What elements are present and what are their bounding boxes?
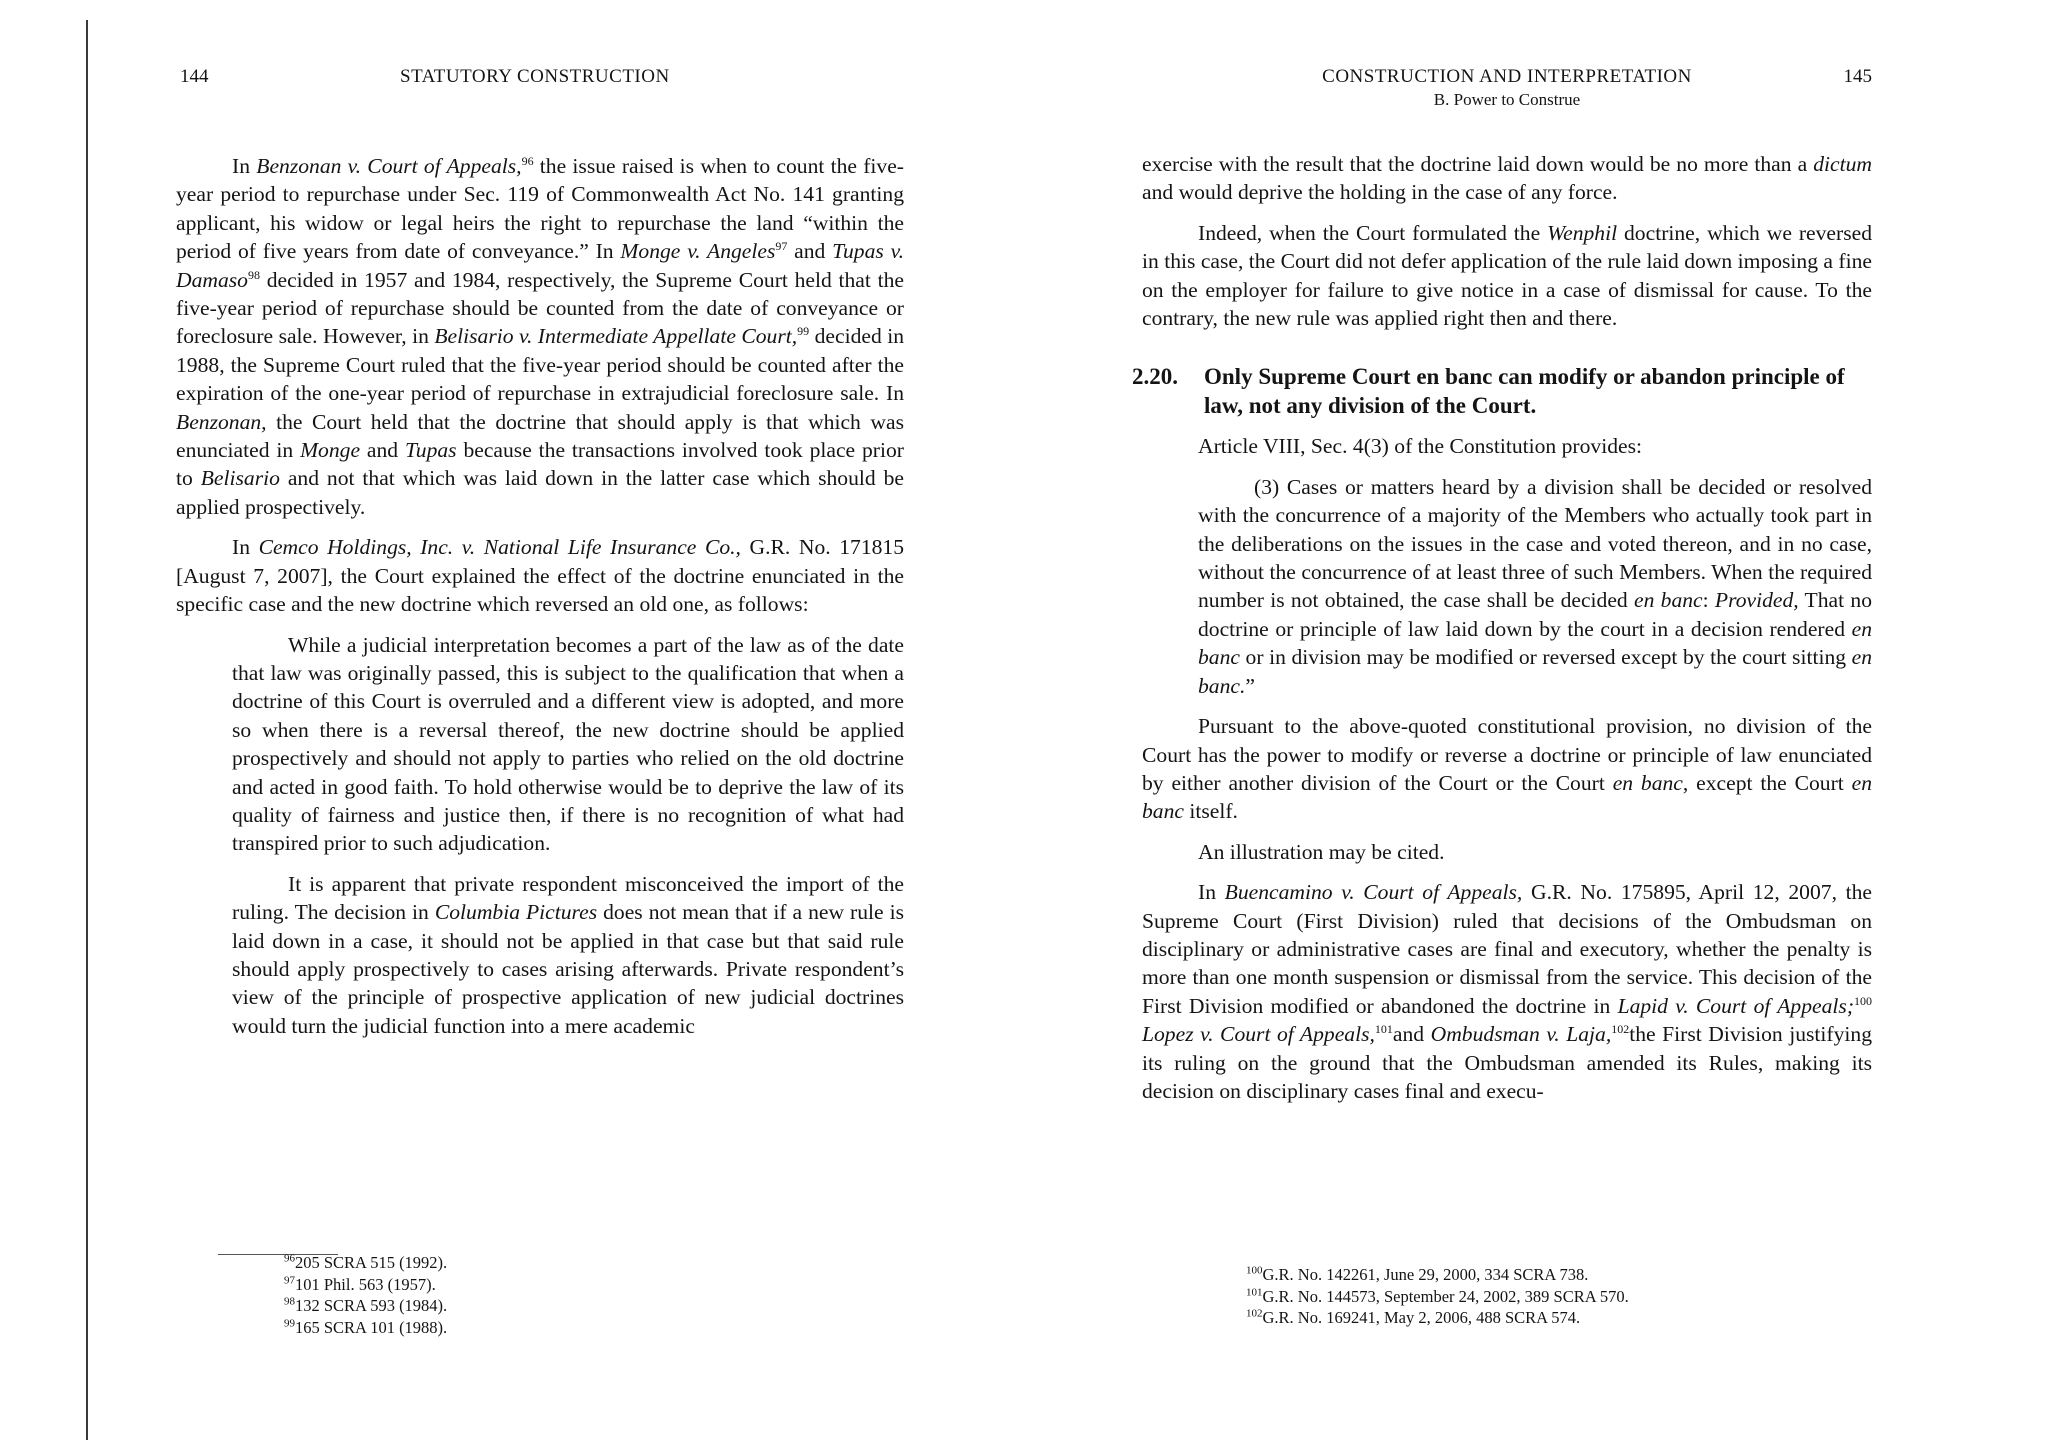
right-page [1132,0,1873,1451]
section-heading [1132,362,1872,420]
page-binding-edge [86,20,88,1440]
paragraph-illustration: An illustration may be cited. [1198,839,1445,864]
running-title: STATUTORY CONSTRUCTION [400,66,670,87]
footnote: $^{96}$205 SCRA 515 (1992). [284,1252,448,1272]
quote-cemco [232,631,904,1041]
left-footnotes [228,1252,447,1338]
running-subtitle: B. Power to Construe [1433,90,1581,109]
paragraph-buencamino: In Buencamino v. Court of Appeals, G.R. No. 175895, April 12, 2007, the Supreme Court (First Division) ruled that decisions of the Ombudsman on disciplinary or administrative cases are final and executory, whether the penalty is more than one month suspension or dismissal from the service. This decision of the First Division modified or abandoned the doctrine in Lapid v. Court of Appeals;$^{100}$ Lopez v. Court of Appeals,$^{101}$and Ombudsman v. Laja,$^{102}$the First Division justifying its ruling on the ground that the Ombudsman amended its Rules, making its decision on disciplinary cases final and execu- [1142,880,1873,1103]
footnote: $^{101}$G.R. No. 144573, September 24, 2002, 389 SCRA 570. [1246,1286,1629,1306]
quote-paragraph: It is apparent that private respondent misconceived the import of the ruling. The decision in Columbia Pictures does not mean that if a new rule is laid down in a case, it should not be applied in that case but that said rule should apply prospectively to cases arising afterwards. Private respondent’s view of the principle of prospective application of new judicial doctrines would turn the judicial function into a mere academic [232,871,904,1038]
paragraph-article: Article VIII, Sec. 4(3) of the Constitution provides: [1198,434,1642,459]
quote-paragraph: While a judicial interpretation becomes a part of the law as of the date that law was originally passed, this is subject to the qualification that when a doctrine of this Court is overruled and a different view is adopted, and more so when there is a reversal thereof, the new doctrine should be applied prospectively and should not apply to parties who relied on the old doctrine and acted in good faith. To hold otherwise would be to deprive the law of its quality of fairness and justice then, if there is no recognition of what had transpired prior to such adjudication. [232,632,904,856]
quote-paragraph: (3) Cases or matters heard by a division shall be decided or resolved with the concurrence of a majority of the Members who actually took part in the deliberations on the issues in the case and voted thereon, and in no case, without the concurrence of at least three of such Members. When the required number is not obtained, the case shall be decided en banc: Provided, That no doctrine or principle of law laid down by the court in a decision rendered en banc or in division may be modified or reversed except by the court sitting en banc.” [1198,474,1872,698]
right-page-header [1142,0,1872,109]
paragraph-cemco: In Cemco Holdings, Inc. v. National Life Insurance Co., G.R. No. 171815 [August 7, 2007], the Court explained the effect of the doctrine enunciated in the specific case and the new doctrine which reversed an old one, as follows: [176,535,905,617]
page-number: 145 [1843,66,1872,87]
section-number: 2.20. [1132,364,1178,390]
paragraph-wenphil: Indeed, when the Court formulated the Wenphil doctrine, which we reversed in this case, the Court did not defer application of the rule laid down imposing a fine on the employer for failure to give notice in a case of dismissal for cause. To the contrary, the new rule was applied right then and there. [1142,220,1872,331]
paragraph-pursuant: Pursuant to the above-quoted constitutional provision, no division of the Court has the power to modify or reverse a doctrine or principle of law enunciated by either another division of the Court or the Court en banc, except the Court en banc itself. [1142,714,1873,824]
footnote: $^{102}$G.R. No. 169241, May 2, 2006, 488 SCRA 574. [1246,1307,1581,1327]
section-title: Only Supreme Court en banc can modify or abandon principle of law, not any division of the Court. [1204,364,1845,419]
page-number: 144 [180,66,209,87]
right-page-body [1132,150,1873,1117]
left-page-header [176,0,904,100]
footnote: $^{99}$165 SCRA 101 (1988). [284,1317,448,1337]
footnote: $^{98}$132 SCRA 593 (1984). [284,1295,448,1315]
left-page [176,0,904,1451]
quote-constitution [1198,473,1872,700]
left-page-body [176,152,904,1052]
paragraph-benzonan: In Benzonan v. Court of Appeals,$^{96}$ the issue raised is when to count the five-year period to repurchase under Sec. 119 of Commonwealth Act No. 141 granting applicant, his widow or legal heirs the right to repurchase the land “within the period of five years from date of conveyance.” In Monge v. Angeles$^{97}$ and Tupas v. Damaso$^{98}$ decided in 1957 and 1984, respectively, the Supreme Court held that the five-year period of repurchase should be counted from the date of conveyance or foreclosure sale. However, in Belisario v. Intermediate Appellate Court,$^{99}$ decided in 1988, the Supreme Court ruled that the five-year period should be counted after the expiration of the one-year period of repurchase in extrajudicial foreclosure sale. In Benzonan, the Court held that the doctrine that should apply is that which was enunciated in Monge and Tupas because the transactions involved took place prior to Belisario and not that which was laid down in the latter case which should be applied prospectively. [176,153,904,519]
footnote: $^{100}$G.R. No. 142261, June 29, 2000, 334 SCRA 738. [1246,1264,1589,1284]
footnote: $^{97}$101 Phil. 563 (1957). [284,1274,436,1294]
paragraph-continued: exercise with the result that the doctrine laid down would be no more than a dictum and would deprive the holding in the case of any force. [1142,152,1872,205]
running-title: CONSTRUCTION AND INTERPRETATION [1322,66,1692,87]
right-footnotes [1190,1264,1629,1329]
